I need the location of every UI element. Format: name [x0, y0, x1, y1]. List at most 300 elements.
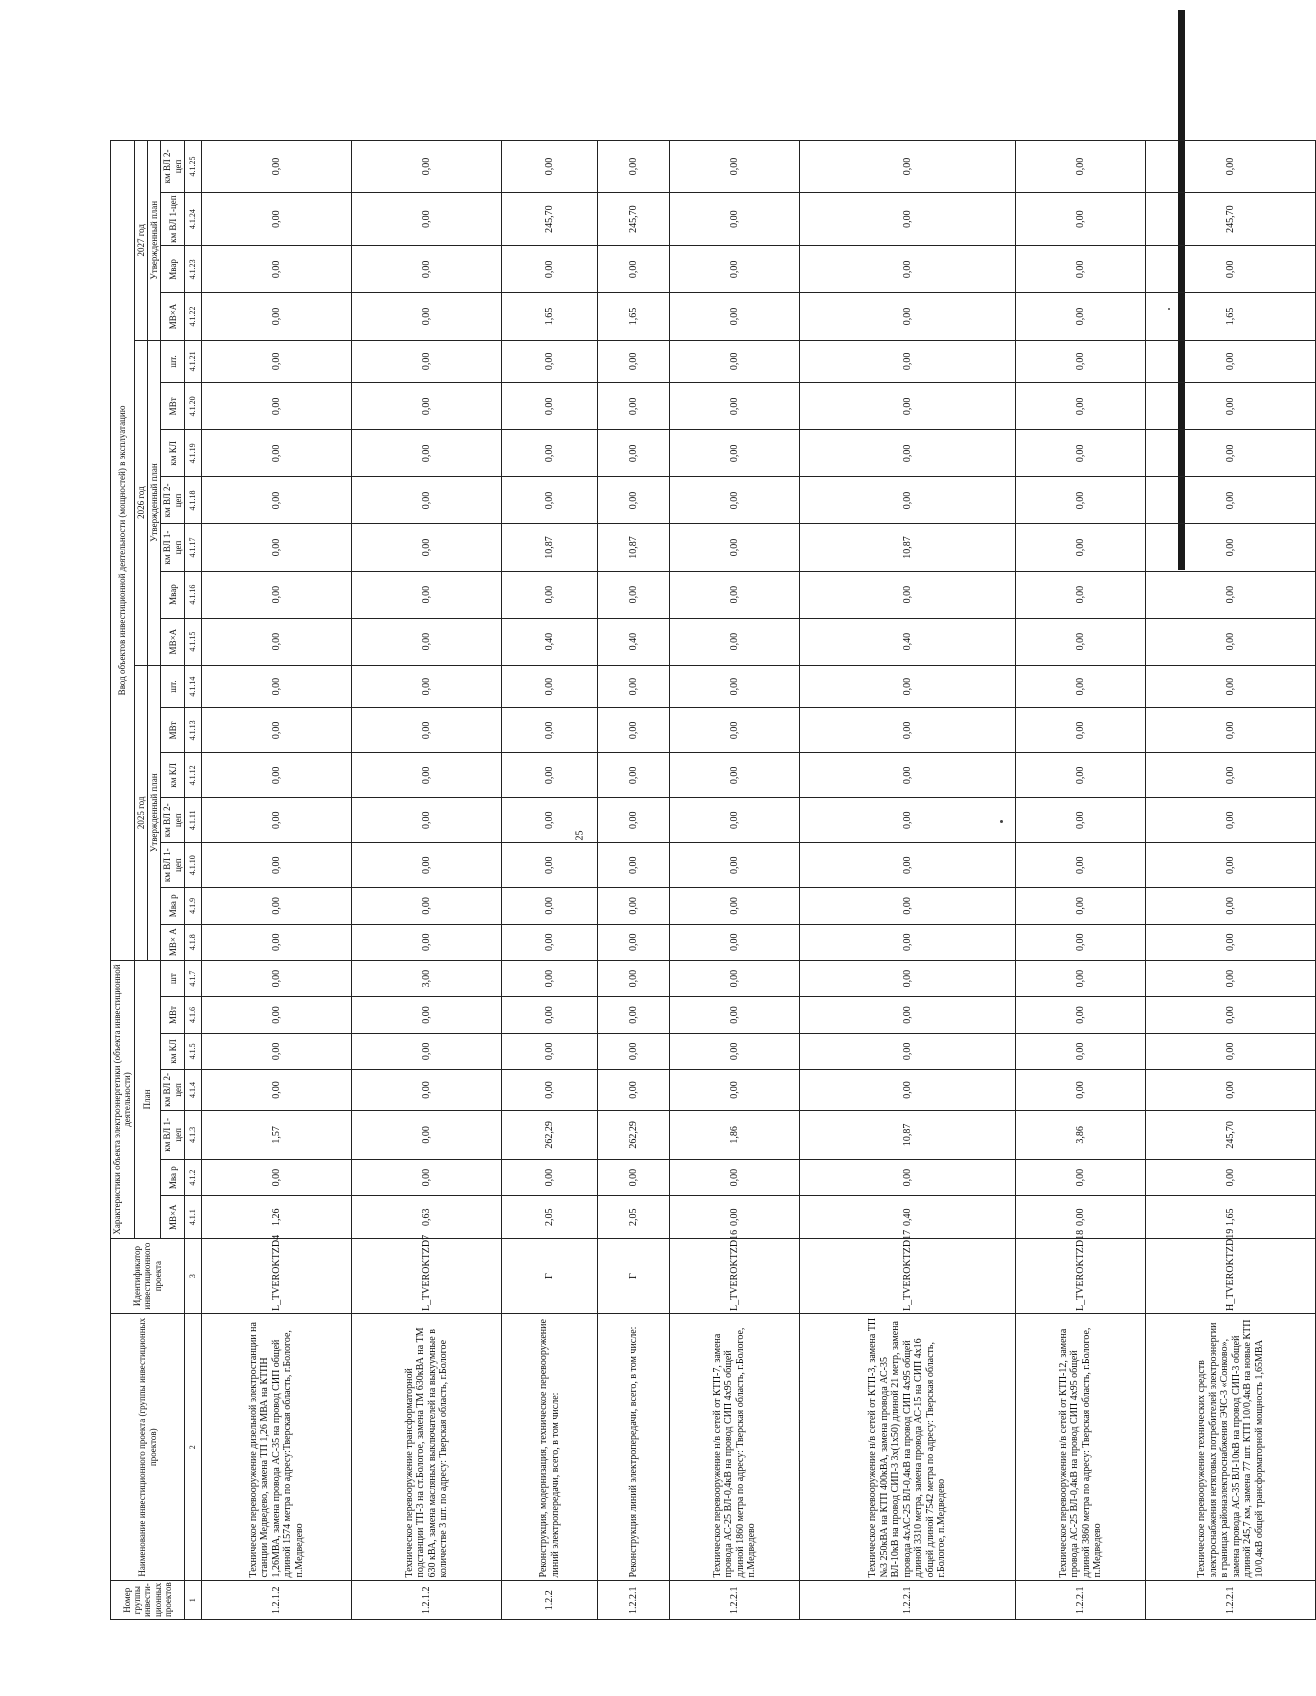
- row-value: 0,00: [800, 141, 1016, 193]
- row-value: 0,00: [598, 1159, 670, 1195]
- row-value: 0,00: [502, 1159, 598, 1195]
- index-cell: 4.1.21: [185, 340, 202, 383]
- row-value: 0,00: [1016, 141, 1146, 193]
- row-number: 1.2.1.2: [352, 1581, 502, 1620]
- row-value: 0,00: [1016, 383, 1146, 430]
- row-value: 10,87: [800, 524, 1016, 571]
- row-value: 245,70: [1146, 192, 1316, 245]
- row-value: 0,00: [800, 888, 1016, 924]
- col-plan: План: [134, 960, 161, 1238]
- row-value: 0,00: [598, 246, 670, 293]
- row-value: 262,29: [502, 1110, 598, 1159]
- row-value: 0,00: [1016, 924, 1146, 960]
- row-value: 0,00: [1146, 665, 1316, 708]
- row-value: 0,00: [352, 753, 502, 798]
- row-number: 1.2.2.1: [800, 1581, 1016, 1620]
- unit-char: км ВЛ 2-цеп: [161, 1070, 185, 1111]
- row-value: 0,00: [670, 1159, 800, 1195]
- row-value: 0,00: [352, 1070, 502, 1111]
- row-value: 0,00: [800, 1159, 1016, 1195]
- row-value: 0,00: [800, 571, 1016, 618]
- row-value: 0,00: [1146, 141, 1316, 193]
- row-value: 0,00: [670, 960, 800, 996]
- row-value: 3,00: [352, 960, 502, 996]
- row-value: 0,00: [598, 383, 670, 430]
- unit-y2025: км ВЛ 2-цеп: [161, 798, 185, 843]
- row-value: 0,63: [352, 1196, 502, 1239]
- row-value: 0,00: [502, 924, 598, 960]
- row-value: 0,00: [1016, 293, 1146, 340]
- unit-y2027: Мвар: [161, 246, 185, 293]
- row-value: 0,00: [502, 888, 598, 924]
- row-project-name: Техническое перевооружение дизельной электростанции на станции Медведево, замена ТП 1,26 МВА на КТПН 1,26МВА, замена провода АС-35 на провод СИП общей длиной 1574 метра по адресу:Тверская область, г.Бологое, п.Медведево: [202, 1314, 352, 1581]
- row-project-name: Техническое перевооружение н/в сетей от КТП-7, замена провода АС-25 ВЛ-0,4кВ на провод СИП 4х95 общей длиной 1860 метра по адресу: Тверская область, г.Бологое, п.Медведево: [670, 1314, 800, 1581]
- row-value: 0,00: [352, 888, 502, 924]
- row-value: 0,00: [502, 383, 598, 430]
- index-cell: 4.1.24: [185, 192, 202, 245]
- row-value: 0,00: [1146, 888, 1316, 924]
- row-value: 0,00: [352, 383, 502, 430]
- index-cell: 4.1.7: [185, 960, 202, 996]
- row-value: 262,29: [598, 1110, 670, 1159]
- index-cell: 4.1.17: [185, 524, 202, 571]
- unit-char: МВт: [161, 997, 185, 1033]
- unit-y2026: км ВЛ 2-цеп: [161, 477, 185, 524]
- row-value: 0,00: [352, 665, 502, 708]
- row-project-id: L_TVEROKTZD16: [670, 1239, 800, 1314]
- index-cell: 4.1.25: [185, 141, 202, 193]
- row-value: 0,40: [598, 618, 670, 665]
- row-value: 0,00: [502, 960, 598, 996]
- row-value: 0,00: [352, 524, 502, 571]
- row-value: 0,00: [1146, 924, 1316, 960]
- row-value: 0,00: [1146, 843, 1316, 888]
- row-value: 0,00: [1016, 430, 1146, 477]
- unit-y2025: МВт: [161, 708, 185, 753]
- row-value: 0,00: [202, 997, 352, 1033]
- row-project-name: Техническое перевооружение н/в сетей от КТП-3, замена ТП №3 250кВА на КТП 400кВА, замена провода АС-35 ВЛ-10кВ на провод СИП-3 3х(1х50) длиной 21 метр, замена провода 4хАС-25 ВЛ-0,4кВ на провод СИП 4х95 общей длиной 3310 метра, замена провода АС-15 на СИП 4х16 общей длиной 7542 метра по адресу: Тверская область, г.Бологое, п.Медведево: [800, 1314, 1016, 1581]
- row-project-id: L_TVEROKTZD4: [202, 1239, 352, 1314]
- unit-char: км КЛ: [161, 1033, 185, 1069]
- index-cell: 4.1.9: [185, 888, 202, 924]
- row-value: 0,00: [202, 665, 352, 708]
- row-value: 0,00: [670, 1033, 800, 1069]
- unit-y2026: шт.: [161, 340, 185, 383]
- row-project-name: Реконструкция, модернизация, техническое перевооружение линий электропередачи, всего, в том числе:: [502, 1314, 598, 1581]
- row-value: 0,00: [800, 1070, 1016, 1111]
- row-value: 0,00: [598, 340, 670, 383]
- row-project-name: Техническое перевооружение технических средств электроснабжения нетяговых потребителей электроэнергии в границах районаэлектроснабжения ЭЧС-3 «Сонково», замена провода АС-35 ВЛ-10кВ на провод СИП-3 общей длиной 245,7 км, замена 77 шт. КТП 10/0,4кВ на новые КТП 10/0,4кВ общей трансформаторной мощность 1,65МВА: [1146, 1314, 1316, 1581]
- row-value: 0,00: [670, 383, 800, 430]
- row-value: 0,00: [502, 997, 598, 1033]
- col-commissioning: Ввод объектов инвестиционной деятельности (мощностей) в эксплуатацию: [111, 141, 135, 961]
- row-value: 1,65: [502, 293, 598, 340]
- row-value: 0,00: [800, 665, 1016, 708]
- row-value: 0,00: [598, 1070, 670, 1111]
- row-value: 0,00: [670, 246, 800, 293]
- unit-y2025: шт.: [161, 665, 185, 708]
- row-project-id: L_TVEROKTZD7: [352, 1239, 502, 1314]
- row-project-id: L_TVEROKTZD17: [800, 1239, 1016, 1314]
- index-cell: 4.1.22: [185, 293, 202, 340]
- index-cell: 4.1.20: [185, 383, 202, 430]
- row-value: 0,00: [352, 708, 502, 753]
- row-value: 0,00: [202, 753, 352, 798]
- row-value: 0,00: [202, 1070, 352, 1111]
- unit-char: Мва р: [161, 1159, 185, 1195]
- row-value: 0,40: [800, 1196, 1016, 1239]
- row-value: 0,00: [1146, 960, 1316, 996]
- index-cell: 4.1.13: [185, 708, 202, 753]
- row-value: 0,00: [352, 843, 502, 888]
- row-value: 1,65: [1146, 1196, 1316, 1239]
- row-project-id: L_TVEROKTZD18: [1016, 1239, 1146, 1314]
- row-value: 0,40: [502, 618, 598, 665]
- table-row: [670, 141, 800, 1620]
- row-value: 0,00: [352, 246, 502, 293]
- row-value: 245,70: [1146, 1110, 1316, 1159]
- row-value: 0,00: [502, 340, 598, 383]
- row-value: 0,00: [800, 997, 1016, 1033]
- row-value: 0,00: [502, 1070, 598, 1111]
- index-cell: 4.1.5: [185, 1033, 202, 1069]
- row-value: 0,00: [502, 141, 598, 193]
- row-value: 0,00: [800, 708, 1016, 753]
- row-value: 0,00: [352, 997, 502, 1033]
- row-value: 0,00: [800, 477, 1016, 524]
- row-value: 0,00: [800, 430, 1016, 477]
- row-value: 0,00: [1016, 798, 1146, 843]
- index-cell: 4.1.23: [185, 246, 202, 293]
- unit-char: км ВЛ 1-цеп: [161, 1110, 185, 1159]
- rotated-table-sheet: [110, 140, 1265, 1620]
- row-value: 0,00: [1146, 477, 1316, 524]
- row-value: 0,00: [1016, 753, 1146, 798]
- row-value: 0,00: [502, 571, 598, 618]
- row-project-name: Реконструкция линий электропередачи, всего, в том числе:: [598, 1314, 670, 1581]
- row-value: 0,00: [202, 571, 352, 618]
- row-value: 0,00: [670, 192, 800, 245]
- row-value: 0,00: [598, 798, 670, 843]
- row-number: 1.2.1.2: [202, 1581, 352, 1620]
- row-value: 0,00: [352, 1033, 502, 1069]
- row-value: 0,00: [1146, 1159, 1316, 1195]
- index-cell: 3: [185, 1239, 202, 1314]
- index-cell: 4.1.1: [185, 1196, 202, 1239]
- row-value: 0,00: [598, 960, 670, 996]
- row-value: 0,00: [202, 1159, 352, 1195]
- row-value: 0,00: [670, 340, 800, 383]
- row-value: 0,00: [1016, 1033, 1146, 1069]
- row-number: 1.2.2.1: [670, 1581, 800, 1620]
- row-value: 0,00: [202, 708, 352, 753]
- unit-char: МВ×А: [161, 1196, 185, 1239]
- row-value: 0,00: [800, 293, 1016, 340]
- row-value: 0,00: [352, 618, 502, 665]
- row-value: 0,00: [1146, 383, 1316, 430]
- row-value: 0,00: [598, 753, 670, 798]
- row-value: 0,00: [800, 843, 1016, 888]
- row-value: 3,86: [1016, 1110, 1146, 1159]
- row-value: 0,00: [598, 843, 670, 888]
- col-approved-2027: Утвержденный план: [148, 141, 161, 341]
- row-value: 1,57: [202, 1110, 352, 1159]
- row-value: 0,00: [1146, 524, 1316, 571]
- col-group-number: Номер группы инвести-ционных проектов: [111, 1581, 185, 1620]
- index-cell: 4.1.8: [185, 924, 202, 960]
- row-value: 0,00: [352, 571, 502, 618]
- row-value: 0,00: [502, 753, 598, 798]
- row-value: 0,00: [1016, 477, 1146, 524]
- row-value: 0,00: [800, 340, 1016, 383]
- row-value: 0,00: [1016, 192, 1146, 245]
- unit-y2025: км КЛ: [161, 753, 185, 798]
- unit-y2026: Мвар: [161, 571, 185, 618]
- row-value: 0,00: [1016, 524, 1146, 571]
- row-value: 0,00: [202, 1033, 352, 1069]
- row-project-name: Техническое перевооружение трансформаторной подстанции ТП-3 на ст.Бологое, замена ТМ 630кВА на ТМ 630 кВА, замена масляных выключателей на выкуумные в количестве 3 шт. по адресу: Тверская область, г.Бологое: [352, 1314, 502, 1581]
- row-value: 0,00: [670, 708, 800, 753]
- unit-y2026: км ВЛ 1-цеп: [161, 524, 185, 571]
- row-value: 0,00: [800, 798, 1016, 843]
- index-cell: 4.1.14: [185, 665, 202, 708]
- row-value: 0,00: [202, 383, 352, 430]
- row-value: 0,00: [800, 192, 1016, 245]
- row-value: 245,70: [598, 192, 670, 245]
- row-value: 0,00: [1146, 798, 1316, 843]
- row-value: 0,00: [598, 430, 670, 477]
- row-value: 0,00: [1146, 571, 1316, 618]
- index-cell: 2: [185, 1314, 202, 1581]
- row-value: 0,00: [1016, 340, 1146, 383]
- unit-y2027: км ВЛ 1-цеп: [161, 192, 185, 245]
- col-approved-2026: Утвержденный план: [148, 340, 161, 665]
- row-value: 10,87: [502, 524, 598, 571]
- row-value: 0,00: [598, 924, 670, 960]
- row-value: 0,00: [202, 524, 352, 571]
- unit-y2026: км КЛ: [161, 430, 185, 477]
- row-value: 0,00: [202, 141, 352, 193]
- row-value: 0,00: [1016, 618, 1146, 665]
- index-cell: 4.1.16: [185, 571, 202, 618]
- row-value: 0,00: [202, 477, 352, 524]
- row-value: 0,00: [202, 618, 352, 665]
- row-value: 0,00: [352, 430, 502, 477]
- row-value: 0,00: [202, 924, 352, 960]
- row-value: 0,00: [202, 888, 352, 924]
- row-value: 0,00: [502, 430, 598, 477]
- row-value: 0,00: [502, 477, 598, 524]
- table-row: [1016, 141, 1146, 1620]
- row-value: 2,05: [502, 1196, 598, 1239]
- row-value: 0,00: [202, 246, 352, 293]
- row-value: 0,00: [1016, 888, 1146, 924]
- row-project-id: Г: [598, 1239, 670, 1314]
- index-cell: 4.1.4: [185, 1070, 202, 1111]
- col-year-2027: 2027 год: [134, 141, 147, 341]
- row-value: 0,00: [352, 1110, 502, 1159]
- row-value: 0,00: [800, 924, 1016, 960]
- row-value: 0,00: [1016, 246, 1146, 293]
- row-value: 0,00: [598, 997, 670, 1033]
- row-value: 0,00: [202, 293, 352, 340]
- row-number: 1.2.2.1: [1146, 1581, 1316, 1620]
- index-cell: 4.1.10: [185, 843, 202, 888]
- row-number: 1.2.2: [502, 1581, 598, 1620]
- row-value: 0,00: [598, 141, 670, 193]
- row-value: 0,00: [1016, 1196, 1146, 1239]
- row-value: 0,00: [598, 665, 670, 708]
- row-value: 0,00: [670, 1070, 800, 1111]
- row-value: 0,00: [598, 708, 670, 753]
- index-cell: 4.1.12: [185, 753, 202, 798]
- row-value: 0,00: [1016, 708, 1146, 753]
- row-value: 0,00: [1016, 997, 1146, 1033]
- col-project-id: Идентификатор инвестиционного проекта: [111, 1239, 185, 1314]
- row-value: 0,00: [670, 571, 800, 618]
- page-number: 25: [574, 830, 586, 841]
- row-value: 0,00: [1146, 618, 1316, 665]
- col-year-2026: 2026 год: [134, 340, 147, 665]
- row-value: 0,00: [352, 798, 502, 843]
- table-row: [598, 141, 670, 1620]
- row-value: 0,00: [800, 383, 1016, 430]
- row-value: 0,00: [352, 141, 502, 193]
- row-value: 0,00: [670, 843, 800, 888]
- table-row: [202, 141, 352, 1620]
- row-value: 0,00: [800, 960, 1016, 996]
- row-value: 0,00: [502, 665, 598, 708]
- row-value: 0,00: [1016, 665, 1146, 708]
- row-value: 1,65: [598, 293, 670, 340]
- index-cell: 1: [185, 1581, 202, 1620]
- row-project-id: Г: [502, 1239, 598, 1314]
- row-value: 0,00: [352, 340, 502, 383]
- row-value: 0,00: [670, 924, 800, 960]
- row-number: 1.2.2.1: [598, 1581, 670, 1620]
- row-value: 0,00: [1016, 1070, 1146, 1111]
- col-project-name: Наименование инвестиционного проекта (группы инвестиционных проектов): [111, 1314, 185, 1581]
- row-value: 0,00: [502, 843, 598, 888]
- row-value: 10,87: [598, 524, 670, 571]
- row-value: 0,00: [202, 340, 352, 383]
- table-row: [352, 141, 502, 1620]
- row-value: 0,00: [202, 960, 352, 996]
- row-value: 0,00: [1016, 1159, 1146, 1195]
- row-value: 0,00: [598, 888, 670, 924]
- table-row: [502, 141, 598, 1620]
- row-value: 0,00: [502, 246, 598, 293]
- index-cell: 4.1.6: [185, 997, 202, 1033]
- unit-y2026: МВ×А: [161, 618, 185, 665]
- row-value: 0,00: [800, 753, 1016, 798]
- index-cell: 4.1.3: [185, 1110, 202, 1159]
- row-value: 245,70: [502, 192, 598, 245]
- row-value: 0,00: [352, 924, 502, 960]
- row-value: 0,00: [1016, 571, 1146, 618]
- row-value: 0,00: [352, 293, 502, 340]
- unit-y2025: Мва р: [161, 888, 185, 924]
- row-value: 0,00: [800, 1033, 1016, 1069]
- row-value: 0,00: [502, 1033, 598, 1069]
- col-characteristics: Характеристики объекта электроэнергетики (объекта инвестиционной деятельности): [111, 960, 135, 1238]
- unit-y2027: км ВЛ 2-цеп: [161, 141, 185, 193]
- row-value: 0,00: [1146, 340, 1316, 383]
- row-value: 0,00: [352, 1159, 502, 1195]
- row-value: 0,00: [670, 524, 800, 571]
- row-value: 0,00: [1146, 430, 1316, 477]
- row-value: 0,00: [670, 888, 800, 924]
- row-number: 1.2.2.1: [1016, 1581, 1146, 1620]
- row-value: 0,00: [1146, 708, 1316, 753]
- row-value: 0,00: [502, 798, 598, 843]
- unit-y2026: МВт: [161, 383, 185, 430]
- index-cell: 4.1.19: [185, 430, 202, 477]
- row-value: 0,00: [502, 708, 598, 753]
- unit-y2025: МВ× А: [161, 924, 185, 960]
- unit-char: шт: [161, 960, 185, 996]
- row-value: 0,00: [1146, 1033, 1316, 1069]
- table-row: [1146, 141, 1316, 1620]
- row-value: 0,00: [670, 1196, 800, 1239]
- row-value: 2,05: [598, 1196, 670, 1239]
- row-value: 0,00: [1016, 843, 1146, 888]
- unit-y2025: км ВЛ 1-цеп: [161, 843, 185, 888]
- row-project-id: H_TVEROKTZD19: [1146, 1239, 1316, 1314]
- row-value: 0,00: [670, 430, 800, 477]
- row-value: 0,00: [1146, 997, 1316, 1033]
- row-value: 0,00: [1146, 1070, 1316, 1111]
- row-value: 0,00: [1016, 960, 1146, 996]
- row-value: 0,00: [352, 477, 502, 524]
- row-project-name: Техническое перевооружение н/в сетей от КТП-12, замена провода АС-25 ВЛ-0,4кВ на провод СИП 4х95 общей длиной 3860 метра по адресу: Тверская область, г.Бологое, п.Медведево: [1016, 1314, 1146, 1581]
- row-value: 1,26: [202, 1196, 352, 1239]
- index-cell: 4.1.11: [185, 798, 202, 843]
- row-value: 0,00: [670, 477, 800, 524]
- index-cell: 4.1.18: [185, 477, 202, 524]
- row-value: 0,00: [670, 293, 800, 340]
- row-value: 0,00: [670, 798, 800, 843]
- row-value: 0,00: [202, 430, 352, 477]
- row-value: 0,00: [670, 141, 800, 193]
- row-value: 10,87: [800, 1110, 1016, 1159]
- row-value: 0,00: [670, 753, 800, 798]
- row-value: 0,00: [598, 1033, 670, 1069]
- row-value: 0,00: [670, 997, 800, 1033]
- row-value: 0,00: [800, 246, 1016, 293]
- table-row: [800, 141, 1016, 1620]
- index-cell: 4.1.15: [185, 618, 202, 665]
- row-value: 0,00: [202, 843, 352, 888]
- unit-y2027: МВ×А: [161, 293, 185, 340]
- index-cell: 4.1.2: [185, 1159, 202, 1195]
- row-value: 0,00: [202, 798, 352, 843]
- row-value: 1,86: [670, 1110, 800, 1159]
- investment-table: [110, 140, 1316, 1620]
- row-value: 0,00: [670, 618, 800, 665]
- col-year-2025: 2025 год: [134, 665, 147, 960]
- row-value: 0,00: [670, 665, 800, 708]
- row-value: 0,00: [598, 571, 670, 618]
- row-value: 0,00: [202, 192, 352, 245]
- col-approved-2025: Утвержденный план: [148, 665, 161, 960]
- row-value: 0,00: [598, 477, 670, 524]
- row-value: 0,00: [352, 192, 502, 245]
- row-value: 0,00: [1146, 753, 1316, 798]
- row-value: 0,00: [1146, 246, 1316, 293]
- row-value: 0,40: [800, 618, 1016, 665]
- index-row: [185, 141, 202, 1620]
